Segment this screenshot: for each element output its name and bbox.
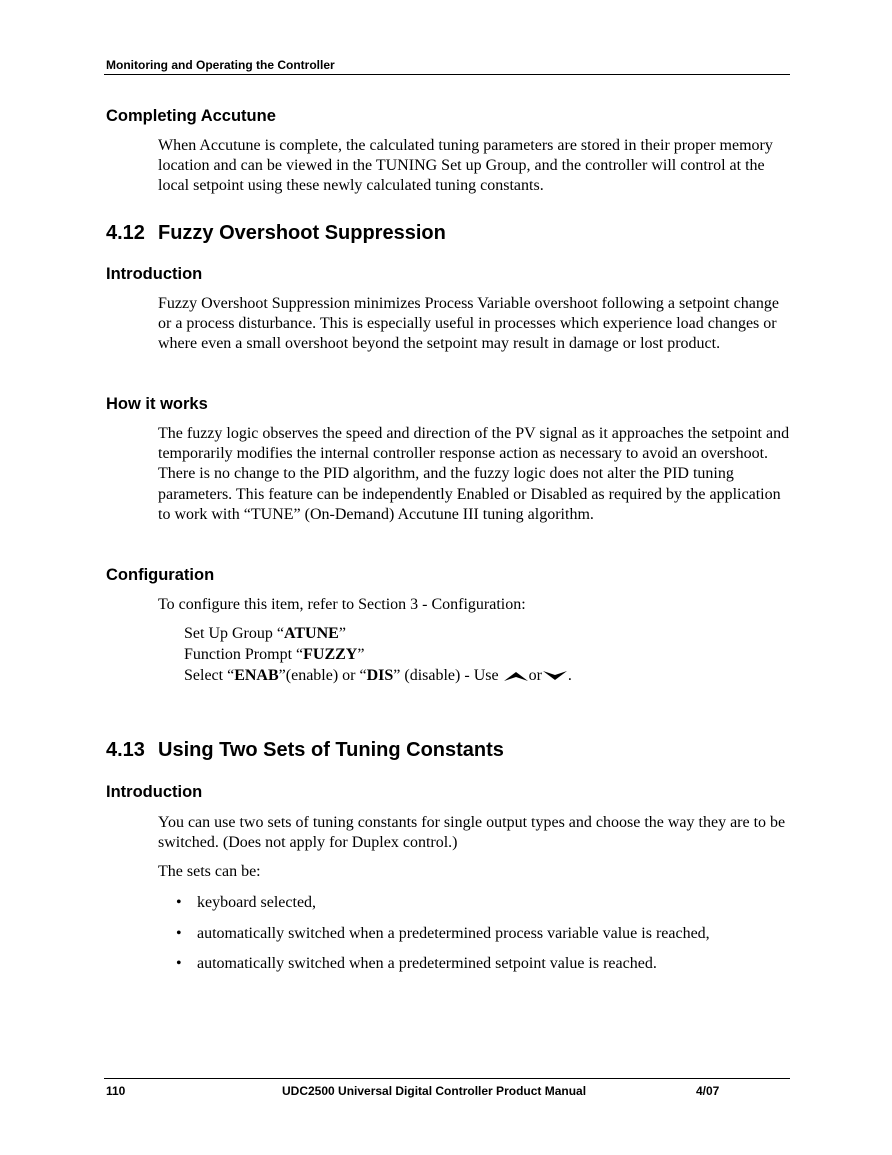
config-value-dis: DIS [366, 667, 394, 684]
bullet-icon: • [176, 924, 182, 942]
paragraph-how-it-works: The fuzzy logic observes the speed and direction of the PV signal as it approaches the setpoint and temporarily modifies the internal controller response action as necessary to avoid an overshoot. There is no change to the PID algorithm, and the fuzzy logic does not alter the PID tuning parameters. This feature can be independently Enabled or Disabled as required by the application to work with “TUNE” (On-Demand) Accutune III tuning algorithm. [158, 425, 790, 523]
list-item-text: automatically switched when a predetermined setpoint value is reached. [197, 955, 657, 972]
heading-introduction: Introduction [106, 265, 203, 283]
heading-configuration: Configuration [106, 566, 215, 584]
config-value-atune: ATUNE [283, 625, 339, 642]
paragraph-completing-accutune: When Accutune is complete, the calculated tuning parameters are stored in their proper memory location and can be viewed in the TUNING Set up Group, and the controller will control at the local setpoint using these newly calculated tuning constants. [158, 137, 773, 195]
header-rule [104, 74, 790, 75]
heading-introduction-4-13: Introduction [106, 783, 203, 801]
running-header: Monitoring and Operating the Controller [106, 58, 335, 72]
config-text: or [528, 667, 542, 684]
down-arrow-key-icon [542, 669, 568, 683]
config-value-fuzzy: FUZZY [303, 646, 358, 663]
footer-rule [104, 1078, 790, 1079]
section-number: 4.12 [106, 222, 145, 244]
config-text: Function Prompt “ [184, 646, 304, 663]
config-text: ” [338, 625, 346, 642]
section-heading-4-12 [106, 222, 446, 245]
bullet-icon: • [176, 894, 182, 911]
section-title: Fuzzy Overshoot Suppression [158, 222, 446, 244]
section-title: Using Two Sets of Tuning Constants [158, 739, 504, 761]
section-heading-4-13 [106, 739, 504, 762]
config-text: . [567, 667, 572, 684]
list-item [176, 924, 710, 944]
paragraph-introduction: Fuzzy Overshoot Suppression minimizes Process Variable overshoot following a setpoint change or a process disturbance. This is especially useful in processes which experience load changes or where even a small overshoot beyond the setpoint may result in damage or lost product. [158, 295, 779, 353]
bullet-list [176, 893, 710, 985]
footer-title: UDC2500 Universal Digital Controller Product Manual [282, 1084, 587, 1098]
page-number: 110 [106, 1084, 126, 1098]
list-item-text: automatically switched when a predetermined process variable value is reached, [197, 924, 710, 942]
config-text: ”(enable) or “ [278, 667, 367, 684]
up-arrow-key-icon [503, 669, 529, 683]
list-item [176, 954, 710, 974]
config-text: Select “ [184, 667, 235, 684]
list-item-text: keyboard selected, [197, 894, 317, 911]
paragraph-configuration: To configure this item, refer to Section 3 - Configuration: [158, 596, 526, 613]
paragraph-sets-label: The sets can be: [158, 863, 261, 880]
bullet-icon: • [176, 955, 182, 972]
footer-date: 4/07 [696, 1084, 720, 1098]
config-text: ” [357, 646, 365, 663]
config-function-prompt-line [184, 645, 364, 665]
paragraph-introduction-4-13: You can use two sets of tuning constants for single output types and choose the way they are to be switched. (Does not apply for Duplex control.) [158, 814, 786, 852]
section-number: 4.13 [106, 739, 145, 761]
config-select-line [184, 666, 572, 686]
config-setup-group-line [184, 624, 346, 644]
list-item [176, 893, 710, 913]
heading-completing-accutune: Completing Accutune [106, 107, 276, 125]
config-value-enab: ENAB [234, 667, 279, 684]
heading-how-it-works: How it works [106, 395, 208, 413]
config-text: Set Up Group “ [184, 625, 284, 642]
config-text: ” (disable) - Use [393, 667, 503, 684]
